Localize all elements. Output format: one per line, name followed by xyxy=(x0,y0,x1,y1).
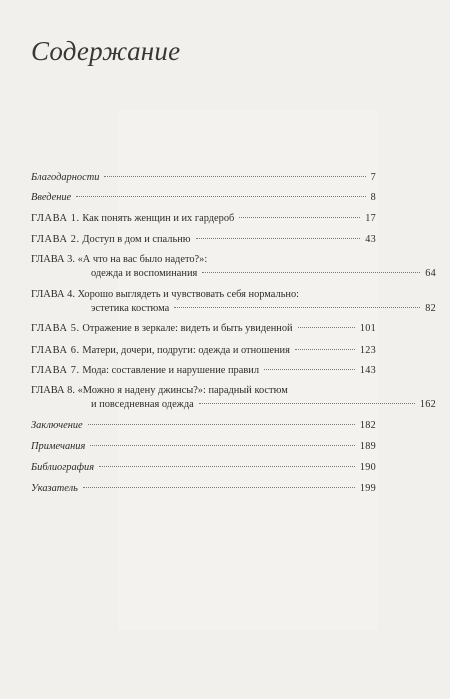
toc-entry-page: 143 xyxy=(359,365,376,376)
dot-leader xyxy=(76,196,365,197)
dot-leader xyxy=(295,349,355,350)
dot-leader xyxy=(239,217,360,218)
toc-entry-chapter-4[interactable] xyxy=(31,288,436,316)
chapter-title: Матери, дочери, подруги: одежда и отношения xyxy=(82,345,290,356)
toc-entry-page: 162 xyxy=(419,399,436,410)
chapter-title-line-2: эстетика костюма xyxy=(91,303,170,314)
toc-entry-chapter-1[interactable] xyxy=(31,212,376,226)
toc-entry-label: Указатель xyxy=(31,483,78,494)
toc-entry-page: 17 xyxy=(365,213,376,224)
toc-entry-introduction[interactable] xyxy=(31,191,376,205)
dot-leader xyxy=(196,238,361,239)
chapter-number: ГЛАВА 6. xyxy=(31,345,80,356)
toc-entry-acknowledgements[interactable] xyxy=(31,171,376,185)
toc-entry-page: 64 xyxy=(425,268,436,279)
toc-entry-bibliography[interactable] xyxy=(31,461,376,475)
chapter-title: Мода: составление и нарушение правил xyxy=(82,365,260,376)
toc-entry-chapter-3[interactable] xyxy=(31,253,436,281)
toc-entry-page: 123 xyxy=(359,345,376,356)
dot-leader xyxy=(104,176,365,177)
chapter-number: ГЛАВА 4. xyxy=(31,289,75,300)
chapter-title-line-1: Хорошо выглядеть и чувствовать себя нормально: xyxy=(77,289,300,300)
chapter-title: Отражение в зеркале: видеть и быть увиденной xyxy=(82,323,293,334)
toc-entry-notes[interactable] xyxy=(31,440,376,454)
toc-entry-chapter-5[interactable] xyxy=(31,322,376,336)
toc-entry-page: 189 xyxy=(359,441,376,452)
toc-entry-page: 101 xyxy=(359,323,376,334)
dot-leader xyxy=(298,327,355,328)
toc-entry-label: Заключение xyxy=(31,420,83,431)
chapter-title-line-1: «Можно я надену джинсы?»: парадный костюм xyxy=(77,385,288,396)
dot-leader xyxy=(264,369,355,370)
page-title: Содержание xyxy=(31,36,181,66)
toc-entry-page: 8 xyxy=(370,192,376,203)
toc-entry-page: 190 xyxy=(359,462,376,473)
toc-entry-page: 182 xyxy=(359,420,376,431)
dot-leader xyxy=(202,272,420,273)
toc-entry-label: Библиография xyxy=(31,462,95,473)
toc-entry-chapter-2[interactable] xyxy=(31,233,376,247)
toc-entry-conclusion[interactable] xyxy=(31,419,376,433)
chapter-title-line-2: одежда и воспоминания xyxy=(91,268,198,279)
dot-leader xyxy=(88,424,355,425)
chapter-number: ГЛАВА 8. xyxy=(31,385,75,396)
dot-leader xyxy=(199,403,415,404)
chapter-number: ГЛАВА 5. xyxy=(31,323,80,334)
chapter-number: ГЛАВА 2. xyxy=(31,234,80,245)
chapter-title-line-1: «А что на вас было надето?»: xyxy=(77,254,208,265)
chapter-number: ГЛАВА 1. xyxy=(31,213,80,224)
toc-entry-label: Благодарности xyxy=(31,172,100,183)
toc-entry-page: 7 xyxy=(370,172,376,183)
toc-entry-label: Введение xyxy=(31,192,72,203)
toc-entry-chapter-8[interactable] xyxy=(31,384,436,412)
chapter-title: Как понять женщин и их гардероб xyxy=(82,213,235,224)
toc-entry-index[interactable] xyxy=(31,482,376,496)
toc-entry-page: 43 xyxy=(365,234,376,245)
toc-entry-page: 82 xyxy=(425,303,436,314)
chapter-number: ГЛАВА 7. xyxy=(31,365,80,376)
dot-leader xyxy=(174,307,420,308)
chapter-number: ГЛАВА 3. xyxy=(31,254,75,265)
toc-entry-chapter-7[interactable] xyxy=(31,364,376,378)
chapter-title: Доступ в дом и спальню xyxy=(82,234,191,245)
toc-entry-label: Примечания xyxy=(31,441,86,452)
toc-entry-chapter-6[interactable] xyxy=(31,344,376,358)
dot-leader xyxy=(83,487,355,488)
chapter-title-line-2: и повседневная одежда xyxy=(91,399,194,410)
dot-leader xyxy=(90,445,354,446)
dot-leader xyxy=(99,466,355,467)
toc-entry-page: 199 xyxy=(359,483,376,494)
